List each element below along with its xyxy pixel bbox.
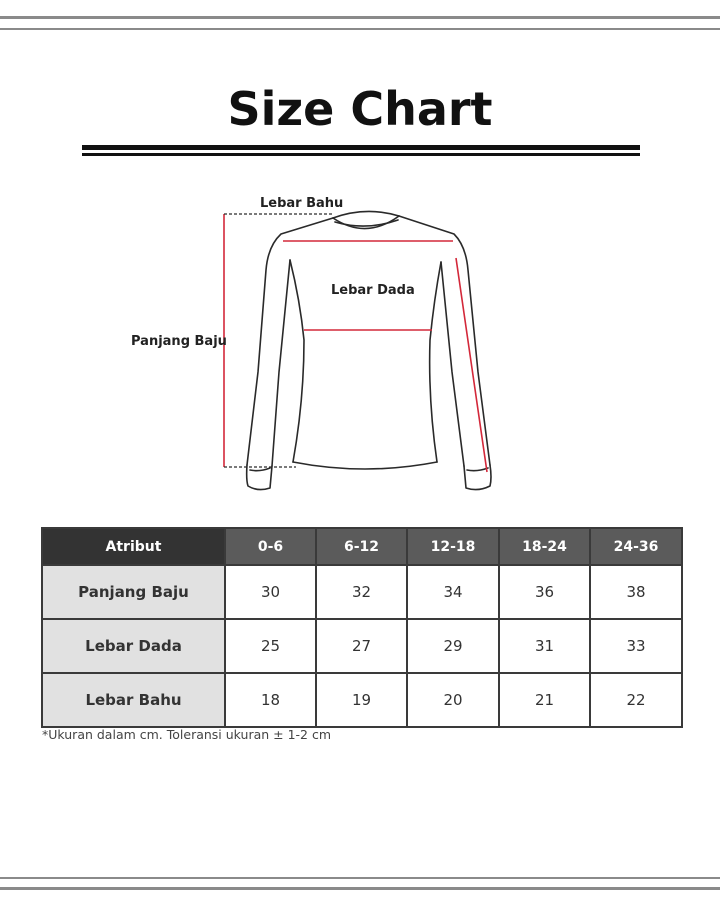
row-label: Lebar Bahu	[42, 673, 225, 727]
header-size: 24-36	[590, 528, 682, 565]
row-label: Panjang Baju	[42, 565, 225, 619]
table-cell: 31	[499, 619, 590, 673]
table-cell: 18	[225, 673, 316, 727]
table-cell: 20	[407, 673, 499, 727]
page-title: Size Chart	[227, 82, 493, 136]
size-table	[41, 527, 683, 728]
footnote: *Ukuran dalam cm. Toleransi ukuran ± 1-2 cm	[42, 727, 332, 742]
table-cell: 36	[499, 565, 590, 619]
table-cell: 21	[499, 673, 590, 727]
table-row	[42, 619, 682, 673]
table-cell: 32	[316, 565, 407, 619]
table-cell: 29	[407, 619, 499, 673]
shirt-diagram	[0, 180, 720, 500]
header-attribute: Atribut	[42, 528, 225, 565]
table-header-row	[42, 528, 682, 565]
bottom-border-line-thin	[0, 877, 720, 879]
label-body-length: Panjang Baju	[131, 334, 227, 349]
table-row	[42, 673, 682, 727]
top-border-line-thin	[0, 28, 720, 30]
header-size: 0-6	[225, 528, 316, 565]
header-size: 12-18	[407, 528, 499, 565]
row-label: Lebar Dada	[42, 619, 225, 673]
bottom-border-line	[0, 887, 720, 890]
title-rule-thin	[82, 153, 640, 156]
label-shoulder-width: Lebar Bahu	[260, 196, 344, 211]
table-cell: 22	[590, 673, 682, 727]
shirt-outline	[247, 211, 491, 489]
label-chest-width: Lebar Dada	[331, 283, 415, 298]
table-cell: 19	[316, 673, 407, 727]
top-border-line	[0, 16, 720, 19]
table-cell: 27	[316, 619, 407, 673]
table-cell: 25	[225, 619, 316, 673]
table-cell: 33	[590, 619, 682, 673]
table-cell: 34	[407, 565, 499, 619]
title-rule-thick	[82, 145, 640, 150]
measure-lines	[224, 214, 487, 472]
table-row	[42, 565, 682, 619]
header-size: 18-24	[499, 528, 590, 565]
header-size: 6-12	[316, 528, 407, 565]
table-cell: 30	[225, 565, 316, 619]
table-cell: 38	[590, 565, 682, 619]
